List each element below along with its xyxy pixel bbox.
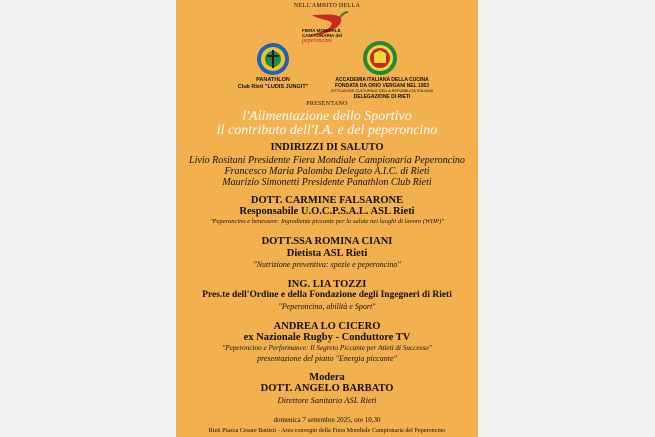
- saluti-line: Francesco Maria Palomba Delegato A.I.C. di Rieti: [224, 166, 430, 177]
- accademia-line1: ACCADEMIA ITALIANA DELLA CUCINA: [335, 77, 429, 83]
- moderator-name: DOTT. ANGELO BARBATO: [260, 383, 394, 394]
- fiera-line1: FIERA MONDIALE: [302, 28, 341, 33]
- accademia-line3: ISTITUZIONE CULTURALE DELLA REPUBBLICA ITALIANA: [330, 89, 434, 93]
- speaker-topic: "Peperoncino e Performance: Il Segreto Piccante per Atleti di Successo": [222, 344, 432, 352]
- saluti-heading: INDIRIZZI DI SALUTO: [270, 142, 384, 153]
- speaker-name: ING. LIA TOZZI: [287, 279, 367, 290]
- saluti-line: Livio Rositani Presidente Fiera Mondiale Campionaria Peperoncino: [189, 155, 465, 166]
- speaker-topic-secondary: presentazione del piatto "Energia piccante": [257, 354, 397, 363]
- moderator-label: Modera: [309, 372, 345, 383]
- speaker-role: Responsabile U.O.C.P.S.A.L. ASL Rieti: [239, 206, 415, 217]
- speaker-topic: "Peperoncino e benessere: Ingrediente piccante per la salute nei luoghi di lavoro (WHP)": [209, 218, 445, 225]
- fiera-brand: peperoncino: [302, 38, 332, 44]
- accademia-line2: FONDATA DA ORIO VERGANI NEL 1953: [334, 83, 430, 89]
- panathlon-caption: [228, 77, 318, 90]
- panathlon-club: Club Rieti "LUDIS JUNGIT": [237, 83, 309, 90]
- header-top-text: NELL'AMBITO DELLA: [293, 3, 361, 9]
- accademia-logo-icon: [362, 40, 398, 76]
- speaker-topic: "Nutrizione preventiva: spezie e peperoncino": [253, 260, 401, 269]
- event-title-line2: il contributo dell'I.A. e del peperoncino: [216, 123, 438, 138]
- speaker-role: ex Nazionale Rugby - Conduttore TV: [243, 332, 411, 343]
- accademia-line4: DELEGAZIONE DI RIETI: [353, 93, 411, 100]
- event-place: Rieti Piazza Cesare Battisti - Area convegni della Fiera Mondiale Campionaria del Peperoncino: [208, 427, 446, 434]
- presentano-label: PRESENTANO: [306, 101, 348, 107]
- speaker-role: Dietista ASL Rieti: [286, 248, 368, 259]
- saluti-line: Maurizio Simonetti Presidente Panathlon Club Rieti: [222, 177, 432, 188]
- speaker-name: ANDREA LO CICERO: [273, 321, 381, 332]
- moderator-role: Direttore Sanitario ASL Rieti: [277, 395, 377, 405]
- event-title-line1: l'Alimentazione dello Sportivo: [242, 109, 412, 124]
- speaker-role: Pres.te dell'Ordine e della Fondazione degli Ingegneri di Rieti: [202, 290, 452, 300]
- accademia-caption: [326, 77, 438, 100]
- event-date: domenica 7 settembre 2025, ore 10,30: [273, 416, 381, 424]
- speaker-topic: "Peperoncino, abilità e Sport": [278, 302, 376, 311]
- speaker-name: DOTT. CARMINE FALSARONE: [250, 195, 404, 206]
- event-flyer: [176, 0, 478, 437]
- panathlon-logo-icon: [256, 42, 290, 76]
- speaker-name: DOTT.SSA ROMINA CIANI: [261, 236, 393, 247]
- panathlon-name: PANATHLON: [256, 77, 290, 83]
- fiera-line2: CAMPIONARIA del: [302, 32, 342, 38]
